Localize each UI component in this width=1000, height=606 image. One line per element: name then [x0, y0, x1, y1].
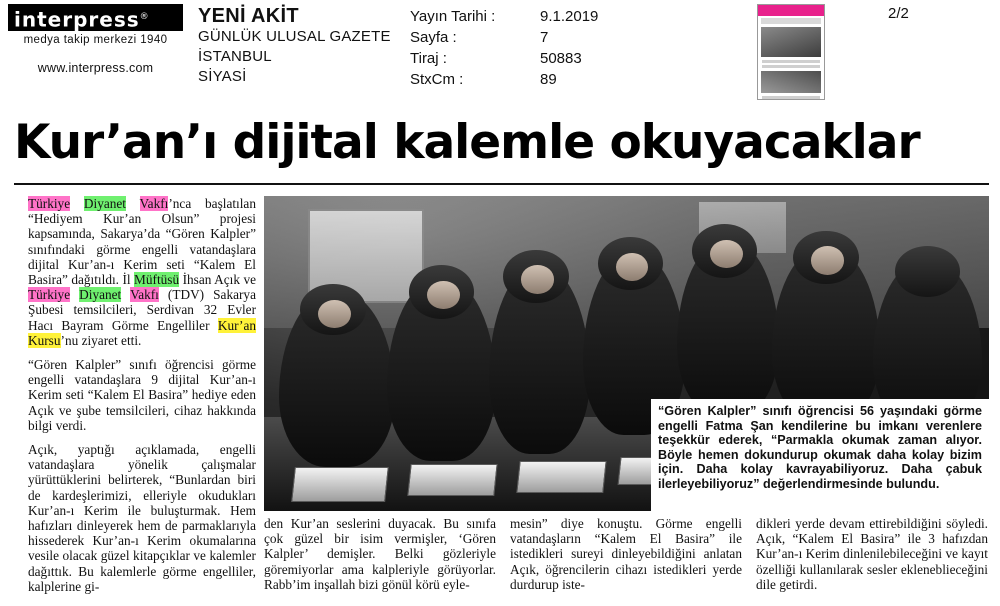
thumbnail-text-line — [762, 96, 820, 99]
interpress-url: www.interpress.com — [37, 61, 154, 75]
article-text — [70, 287, 79, 302]
highlight-pink: Türkiye — [28, 287, 71, 303]
photo-pull-quote: “Gören Kalpler” sınıfı öğrencisi 56 yaşındaki görme engelli Fatma Şan kendilerine bu imkanı verenlere teşekkür ederek, “Parmakla okumak zaman alıyor. Böyle hemen dokundurup okumak daha kolay bizim için. Daha kolay kavrayabiliyoruz. Daha çabuk ilerleyebiliyoruz” değerlendirmesinde bulundu. — [651, 399, 989, 511]
publication-city: İSTANBUL — [198, 48, 272, 65]
article-text — [126, 196, 140, 211]
photo-person-face — [710, 240, 743, 268]
article-paragraph-2: “Gören Kalpler” sınıfı öğrencisi görme engelli vatandaşlara 9 dijital Kur’an-ı Kerim seti “Kalem El Basira” hediye eden Açık ve şube temsilcileri, cihaz hakkında bilgi verdi. — [28, 357, 256, 433]
metadata-label: Yayın Tarihi : — [410, 8, 496, 25]
article-text: İhsan Açık ve — [179, 272, 256, 288]
highlight-green: Diyanet — [83, 196, 126, 211]
thumbnail-strip — [761, 18, 821, 24]
thumbnail-photo-secondary — [761, 71, 821, 93]
metadata-row — [410, 27, 598, 48]
publication-info — [198, 6, 391, 87]
highlight-pink: Türkiye — [28, 196, 71, 211]
highlight-yellow: Kur’an Kursu — [28, 317, 256, 348]
headline-divider — [14, 183, 989, 185]
photo-person-face — [616, 253, 649, 281]
article-text: ’nca başlatılan “Hediyem Kur’an Olsun” projesi kapsamında, Sakarya’da “Gören Kalpler” sınıfındaki görme engelli vatandaşlara dijital Kur’an-ı Kerim seti “Kalem El Basira” dağıtıldı. İl — [28, 196, 256, 288]
metadata-row — [410, 6, 598, 27]
metadata-row — [410, 48, 598, 69]
photo-person-face — [811, 246, 844, 274]
highlight-pink: Vakfı — [139, 196, 169, 211]
article-bottom-column-1 — [264, 516, 496, 592]
article-paragraph: mesin” diye konuştu. Görme engelli vatandaşların “Kalem El Basira” ile istedikleri sureyi dinleyebildiğini anlatan Açık, öğrencilerin cihazı istedikleri yerde durdurup iste- — [510, 516, 742, 592]
publication-category: SİYASİ — [198, 68, 247, 85]
registered-mark-icon: ® — [139, 12, 150, 22]
metadata-label: Tiraj : — [410, 50, 447, 67]
metadata-row — [410, 69, 598, 90]
publication-name: YENİ AKİT — [198, 5, 299, 27]
photo-person-face — [318, 300, 351, 328]
clipping-metadata — [410, 6, 598, 90]
article-paragraph-3: Açık, yaptığı açıklamada, engelli vatandaşlara yönelik çalışmalar yürüttüklerini belirterek, “Bunlardan biri de kardeşlerimizi, elleriyle okudukları Kur’an-ı Kerim ile buluşturmak. Hem hafızları dinleyerek hem de parmaklarıyla hissederek Kur’an-ı Kerim okumalarına vesile olacak güzel kitapçıklar ve kalemler dağıttık. Bu kalemlerle görme engelliler, kalplerine gi- — [28, 442, 256, 594]
highlight-green: Diyanet — [79, 287, 122, 303]
thumbnail-masthead — [758, 5, 824, 16]
thumbnail-text-line — [762, 65, 820, 68]
article-headline: Kur’an’ı dijital kalemle okuyacaklar — [14, 115, 920, 170]
interpress-subtitle: medya takip merkezi 1940 — [23, 34, 168, 46]
interpress-logo-text: interpress — [14, 7, 140, 32]
interpress-logo — [8, 4, 183, 31]
article-text: ’nu ziyaret etti. — [60, 332, 142, 348]
thumbnail-text-line — [762, 60, 820, 63]
article-text — [121, 287, 130, 302]
article-left-column — [28, 196, 256, 603]
article-text: (TDV) Sakarya Şubesi temsilcileri, Serdivan 32 Evler Hacı Bayram Görme Engelliler — [28, 287, 256, 333]
metadata-value: 7 — [540, 29, 549, 46]
photo-person-face — [427, 281, 460, 309]
article-text — [70, 196, 84, 211]
article-bottom-column-2 — [510, 516, 742, 592]
page-thumbnail[interactable] — [757, 4, 825, 100]
photo-person-head — [895, 246, 960, 296]
page-indicator: 2/2 — [888, 5, 909, 22]
interpress-brand — [8, 4, 183, 75]
metadata-value: 50883 — [540, 50, 582, 67]
thumbnail-photo — [761, 27, 821, 57]
publication-type: GÜNLÜK ULUSAL GAZETE — [198, 28, 391, 45]
photo-book — [291, 467, 389, 502]
article-bottom-columns — [264, 516, 989, 592]
highlight-green: Müftüsü — [134, 272, 180, 288]
article-bottom-column-3 — [756, 516, 988, 592]
metadata-value: 89 — [540, 71, 557, 88]
photo-book — [407, 464, 497, 496]
metadata-value: 9.1.2019 — [540, 8, 599, 25]
metadata-label: StxCm : — [410, 71, 464, 88]
photo-person-face — [521, 265, 554, 293]
article-paragraph-1 — [28, 196, 256, 348]
article-paragraph: dikleri yerde devam ettirebildiğini söyledi. Açık, “Kalem El Basira” ile 3 hafızdan Kur’an-ı Kerim dinlenilebileceğini ve kayıt özelliği kullanılarak sesler ekleneblieceğini dile getirdi. — [756, 516, 988, 592]
photo-book — [516, 461, 606, 493]
news-photo — [264, 196, 989, 511]
metadata-label: Sayfa : — [410, 29, 457, 46]
highlight-pink: Vakfı — [130, 287, 159, 303]
clipping-header — [0, 0, 1000, 104]
article-paragraph: den Kur’an seslerini duyacak. Bu sınıfa çok güzel bir isim vermişler, ‘Gören Kalpler’ demişler. Belki gözleriyle göremiyorlar ama kalpleriyle görüyorlar. Rabb’im inşallah bizi gönül körü eyle- — [264, 516, 496, 592]
